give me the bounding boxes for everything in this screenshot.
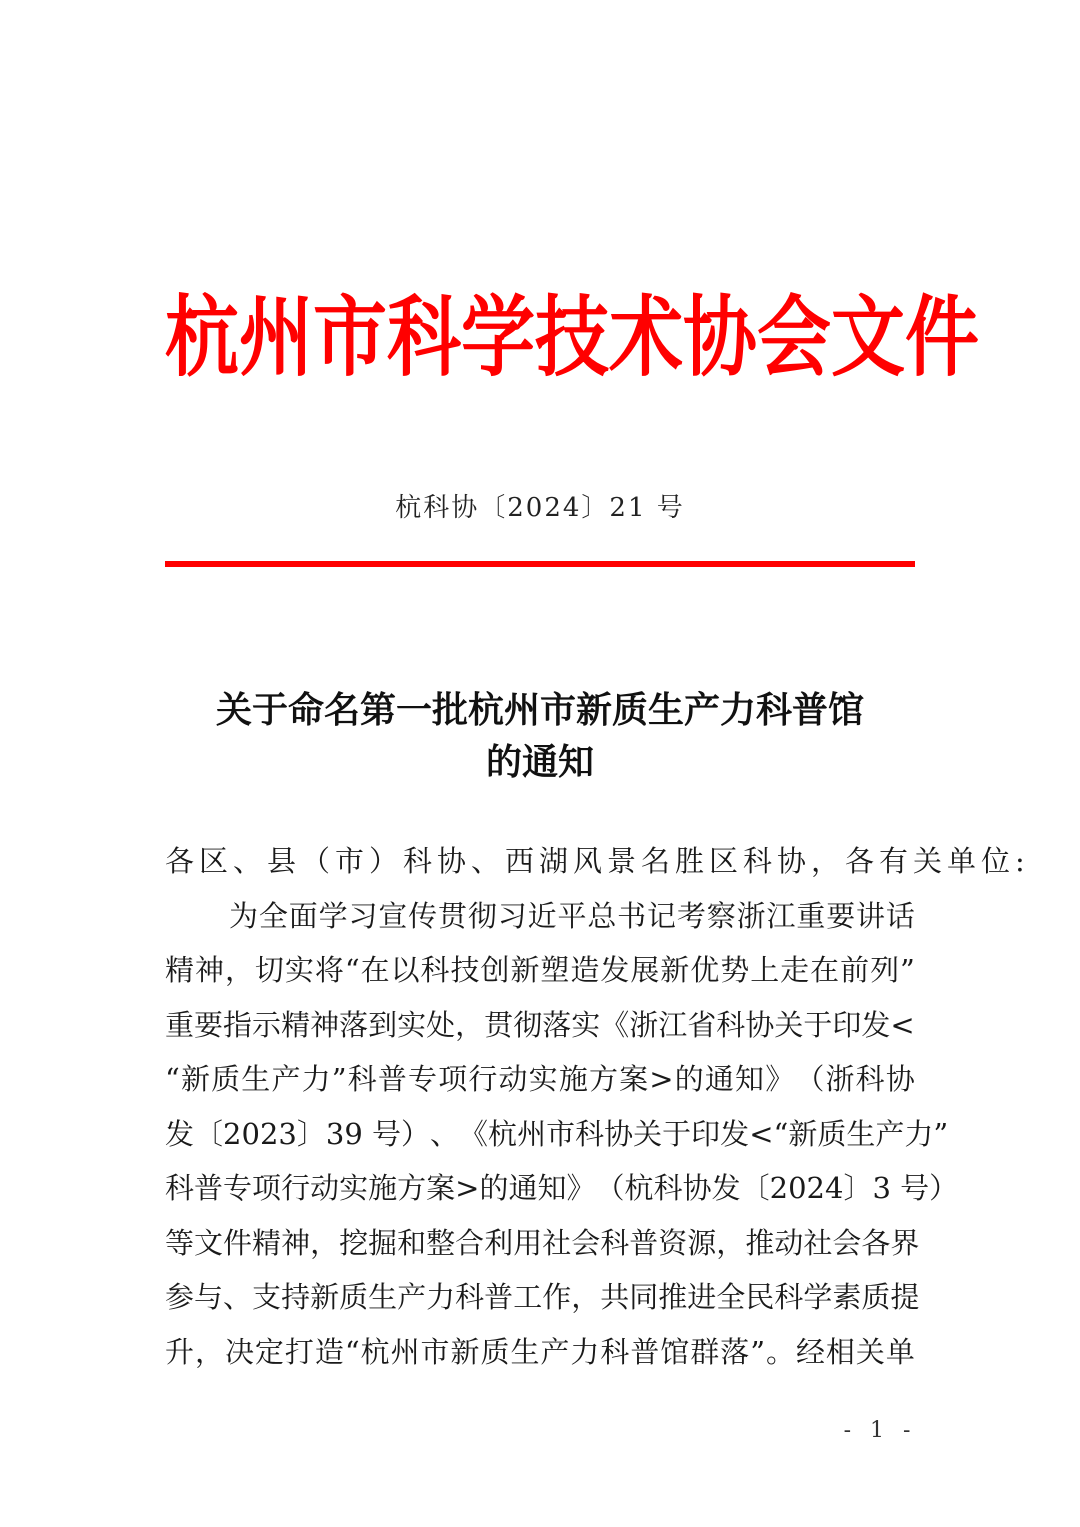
- body-text: [165, 834, 1030, 1379]
- notice-title-line-1: 关于命名第一批杭州市新质生产力科普馆: [215, 689, 864, 731]
- body-line: 发 〔 2 0 2 3 〕 3 9 号 ） 、 《 杭 州 市 科 协 关 于 印 发 < “ 新 质 生 产 力 ”: [165, 1116, 949, 1151]
- masthead-char: 科: [387, 287, 461, 389]
- body-line: 参 与 、 支 持 新 质 生 产 力 科 普 工 作 ， 共 同 推 进 全 民 科 学 素 质 提: [165, 1280, 920, 1314]
- document-number: 杭科协〔2024〕21 号: [395, 493, 685, 523]
- body-line: 精 神 ， 切 实 将 “ 在 以 科 技 创 新 塑 造 发 展 新 优 势 上 走 在 前 列 ”: [165, 953, 915, 987]
- masthead-char: 件: [905, 287, 979, 389]
- salutation: 各区、县（市）科协、西湖风景名胜区科协，各有关单位:: [165, 844, 1030, 878]
- body-line: “ 新 质 生 产 力 ” 科 普 专 项 行 动 实 施 方 案 > 的 通 知 》 （ 浙 科 协: [165, 1062, 915, 1096]
- page-number: - 1 -: [843, 1418, 917, 1443]
- masthead-title: [165, 279, 979, 397]
- masthead-char: 学: [461, 287, 535, 389]
- body-line: 等 文 件 精 神 ， 挖 掘 和 整 合 利 用 社 会 科 普 资 源 ， 推 动 社 会 各 界: [165, 1225, 920, 1260]
- body-line: 为 全 面 学 习 宣 传 贯 彻 习 近 平 总 书 记 考 察 浙 江 重 要 讲 话: [229, 898, 915, 933]
- masthead-char: 技: [535, 287, 609, 389]
- body-line: 科 普 专 项 行 动 实 施 方 案 > 的 通 知 》 （ 杭 科 协 发 〔 2 0 2 4 〕 3 号 ）: [165, 1171, 959, 1205]
- body-line: 重 要 指 示 精 神 落 到 实 处 ， 贯 彻 落 实 《 浙 江 省 科 协 关 于 印 发 <: [165, 1007, 915, 1042]
- notice-title: [165, 684, 915, 788]
- masthead-char: 会: [757, 287, 831, 389]
- body-line: 升 ， 决 定 打 造 “ 杭 州 市 新 质 生 产 力 科 普 馆 群 落 ” 。 经 相 关 单: [165, 1334, 915, 1369]
- masthead-char: 州: [239, 287, 313, 389]
- masthead-char: 协: [683, 287, 757, 389]
- notice-title-line-2: 的通知: [485, 741, 594, 783]
- masthead-char: 术: [609, 287, 683, 389]
- masthead-char: 杭: [165, 287, 239, 389]
- red-divider-line: [165, 561, 915, 567]
- masthead-char: 市: [313, 287, 387, 389]
- masthead-char: 文: [831, 287, 905, 389]
